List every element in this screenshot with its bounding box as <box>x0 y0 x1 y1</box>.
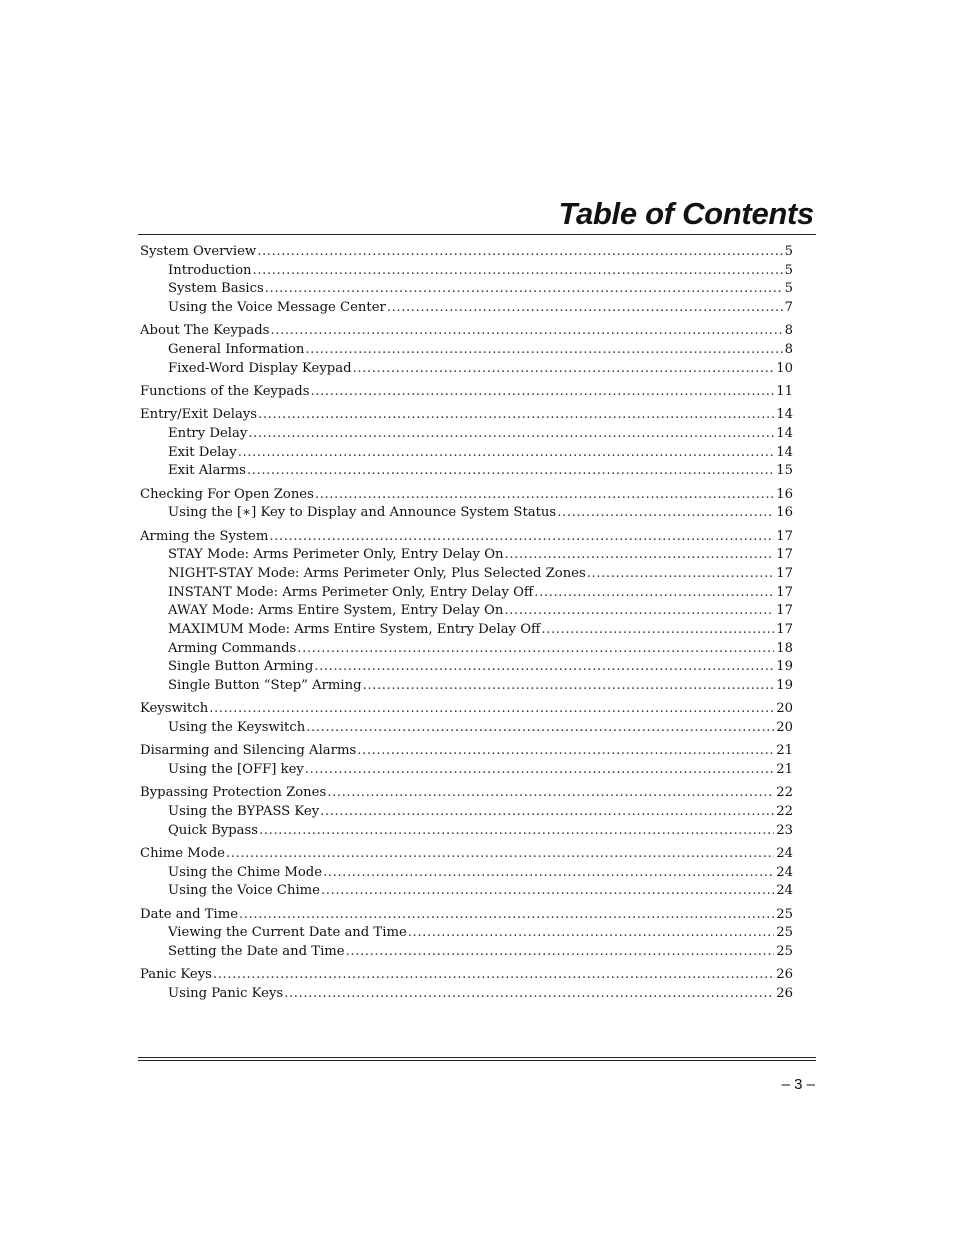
entry-label: About The Keypads <box>140 323 270 339</box>
toc-section <box>140 966 793 1003</box>
entry-label: Bypassing Protection Zones <box>140 785 327 801</box>
entry-page-number: 11 <box>776 384 793 399</box>
page-title: Table of Contents <box>558 196 814 231</box>
dot-leader <box>541 621 774 640</box>
toc-entry[interactable] <box>140 700 793 719</box>
entry-page-number: 22 <box>776 804 793 819</box>
toc-section <box>140 486 793 523</box>
title-rule <box>138 234 816 235</box>
entry-page-number: 20 <box>776 720 793 736</box>
toc-subentry[interactable] <box>140 262 793 281</box>
toc-subentry[interactable] <box>140 280 793 299</box>
entry-page-number: 5 <box>784 262 793 278</box>
dot-leader <box>314 658 774 677</box>
entry-page-number: 24 <box>776 864 793 880</box>
entry-page-number: 14 <box>776 444 793 460</box>
footer-rule <box>138 1057 816 1058</box>
dot-leader <box>226 845 774 864</box>
toc-section <box>140 406 793 481</box>
entry-page-number: 14 <box>776 425 793 441</box>
entry-page-number: 17 <box>776 603 793 619</box>
toc-subentry[interactable] <box>140 360 793 379</box>
toc-entry[interactable] <box>140 784 793 803</box>
toc-subentry[interactable] <box>140 658 793 677</box>
dot-leader <box>346 943 775 962</box>
entry-label: Using the Chime Mode <box>168 864 323 880</box>
toc-section <box>140 528 793 696</box>
toc-subentry[interactable] <box>140 943 793 962</box>
entry-page-number: 16 <box>776 486 793 502</box>
entry-label: STAY Mode: Arms Perimeter Only, Entry Delay On <box>168 547 504 563</box>
toc-subentry[interactable] <box>140 719 793 738</box>
entry-label: Using the Voice Message Center <box>168 300 386 316</box>
toc-entry[interactable] <box>140 906 793 925</box>
entry-label: Viewing the Current Date and Time <box>168 925 407 941</box>
toc-section <box>140 243 793 318</box>
entry-label: NIGHT-STAY Mode: Arms Perimeter Only, Plus Selected Zones <box>168 565 586 581</box>
dot-leader <box>239 906 774 925</box>
toc-entry[interactable] <box>140 966 793 985</box>
entry-page-number: 21 <box>776 762 793 778</box>
toc-section <box>140 700 793 737</box>
entry-page-number: 21 <box>776 743 793 759</box>
entry-label: Arming Commands <box>168 640 297 656</box>
dot-leader <box>315 486 774 505</box>
entry-label: Using the Keyswitch <box>168 720 306 736</box>
entry-page-number: 16 <box>776 505 793 521</box>
dot-leader <box>269 528 774 547</box>
entry-page-number: 18 <box>776 640 793 656</box>
entry-page-number: 24 <box>776 845 793 861</box>
toc-subentry[interactable] <box>140 882 793 901</box>
toc-section <box>140 906 793 962</box>
entry-page-number: 24 <box>776 883 793 899</box>
toc-entry[interactable] <box>140 383 793 402</box>
dot-leader <box>323 864 774 883</box>
dot-leader <box>306 719 774 738</box>
dot-leader <box>209 700 774 719</box>
toc-entry[interactable] <box>140 742 793 761</box>
entry-label: Functions of the Keypads <box>140 384 310 399</box>
entry-label: Introduction <box>168 262 252 278</box>
entry-page-number: 17 <box>776 622 793 638</box>
dot-leader <box>247 462 774 481</box>
entry-page-number: 8 <box>784 323 793 339</box>
entry-page-number: 25 <box>776 925 793 941</box>
entry-label: Keyswitch <box>140 701 209 717</box>
dot-leader <box>353 360 775 379</box>
toc-subentry[interactable] <box>140 822 793 841</box>
footer-rule-secondary <box>138 1060 816 1061</box>
dot-leader <box>357 742 774 761</box>
dot-leader <box>363 677 775 696</box>
dot-leader <box>265 280 783 299</box>
dot-leader <box>305 341 782 360</box>
toc-list <box>140 243 793 1008</box>
entry-label: INSTANT Mode: Arms Perimeter Only, Entry Delay Off <box>168 584 534 600</box>
entry-page-number: 10 <box>776 360 793 376</box>
toc-section <box>140 322 793 378</box>
entry-label: Using Panic Keys <box>168 985 284 1001</box>
entry-page-number: 25 <box>776 906 793 922</box>
entry-page-number: 15 <box>776 463 793 479</box>
dot-leader <box>258 406 774 425</box>
entry-page-number: 8 <box>784 342 793 358</box>
entry-page-number: 26 <box>776 985 793 1001</box>
entry-label: Exit Alarms <box>168 463 246 479</box>
dot-leader <box>259 822 774 841</box>
dot-leader <box>305 761 774 780</box>
dot-leader <box>311 383 775 402</box>
dot-leader <box>587 565 774 584</box>
entry-page-number: 19 <box>776 678 793 694</box>
entry-page-number: 17 <box>776 528 793 544</box>
entry-page-number: 23 <box>776 822 793 838</box>
toc-subentry[interactable] <box>140 546 793 565</box>
toc-subentry[interactable] <box>140 677 793 696</box>
entry-label: Using the BYPASS Key <box>168 804 320 819</box>
toc-section <box>140 845 793 901</box>
toc-subentry[interactable] <box>140 621 793 640</box>
toc-subentry[interactable] <box>140 425 793 444</box>
toc-entry[interactable] <box>140 528 793 547</box>
entry-label: Chime Mode <box>140 845 225 861</box>
dot-leader <box>534 584 774 603</box>
entry-label: Using the [∗] Key to Display and Announce System Status <box>168 505 557 521</box>
toc-entry[interactable] <box>140 845 793 864</box>
entry-page-number: 20 <box>776 701 793 717</box>
toc-entry[interactable] <box>140 406 793 425</box>
dot-leader <box>270 322 782 341</box>
toc-subentry[interactable] <box>140 504 793 523</box>
entry-page-number: 7 <box>784 300 793 316</box>
toc-subentry[interactable] <box>140 985 793 1004</box>
dot-leader <box>504 602 774 621</box>
dot-leader <box>505 546 775 565</box>
dot-leader <box>408 924 774 943</box>
dot-leader <box>257 243 782 262</box>
entry-page-number: 17 <box>776 565 793 581</box>
entry-label: Using the Voice Chime <box>168 883 320 899</box>
entry-page-number: 17 <box>776 547 793 563</box>
entry-label: Quick Bypass <box>168 822 259 838</box>
entry-label: Single Button Arming <box>168 659 314 675</box>
entry-label: Entry/Exit Delays <box>140 407 258 423</box>
entry-page-number: 5 <box>784 281 793 297</box>
entry-label: Single Button “Step” Arming <box>168 678 362 694</box>
entry-page-number: 5 <box>784 244 793 259</box>
entry-label: Setting the Date and Time <box>168 944 345 959</box>
toc-subentry[interactable] <box>140 803 793 822</box>
entry-label: Fixed-Word Display Keypad <box>168 360 352 376</box>
dot-leader <box>327 784 774 803</box>
toc-subentry[interactable] <box>140 584 793 603</box>
toc-subentry[interactable] <box>140 341 793 360</box>
toc-subentry[interactable] <box>140 462 793 481</box>
entry-label: Using the [OFF] key <box>168 762 304 778</box>
toc-section <box>140 383 793 402</box>
page-number: – 3 – <box>781 1076 815 1093</box>
toc-section <box>140 784 793 840</box>
dot-leader <box>320 803 774 822</box>
entry-label: Disarming and Silencing Alarms <box>140 743 357 759</box>
entry-label: System Basics <box>168 281 264 297</box>
toc-entry[interactable] <box>140 322 793 341</box>
dot-leader <box>248 425 774 444</box>
toc-subentry[interactable] <box>140 924 793 943</box>
toc-subentry[interactable] <box>140 444 793 463</box>
toc-subentry[interactable] <box>140 565 793 584</box>
dot-leader <box>321 882 774 901</box>
entry-label: Date and Time <box>140 906 239 922</box>
toc-subentry[interactable] <box>140 761 793 780</box>
entry-label: Entry Delay <box>168 425 248 441</box>
dot-leader <box>238 444 775 463</box>
dot-leader <box>213 966 774 985</box>
entry-page-number: 26 <box>776 967 793 983</box>
entry-label: System Overview <box>140 244 257 259</box>
toc-entry[interactable] <box>140 486 793 505</box>
toc-subentry[interactable] <box>140 864 793 883</box>
toc-subentry[interactable] <box>140 640 793 659</box>
dot-leader <box>557 504 774 523</box>
dot-leader <box>284 985 774 1004</box>
entry-page-number: 17 <box>776 584 793 600</box>
entry-page-number: 19 <box>776 659 793 675</box>
entry-page-number: 25 <box>776 944 793 959</box>
entry-label: Exit Delay <box>168 444 237 460</box>
toc-subentry[interactable] <box>140 299 793 318</box>
entry-label: General Information <box>168 342 305 358</box>
toc-subentry[interactable] <box>140 602 793 621</box>
entry-label: Arming the System <box>140 528 269 544</box>
toc-entry[interactable] <box>140 243 793 262</box>
entry-label: Checking For Open Zones <box>140 486 314 502</box>
dot-leader <box>387 299 783 318</box>
entry-label: Panic Keys <box>140 967 212 983</box>
entry-label: MAXIMUM Mode: Arms Entire System, Entry Delay Off <box>168 622 541 638</box>
toc-section <box>140 742 793 779</box>
dot-leader <box>297 640 774 659</box>
entry-label: AWAY Mode: Arms Entire System, Entry Delay On <box>168 603 504 619</box>
entry-page-number: 22 <box>776 785 793 801</box>
entry-page-number: 14 <box>776 407 793 423</box>
dot-leader <box>253 262 783 281</box>
